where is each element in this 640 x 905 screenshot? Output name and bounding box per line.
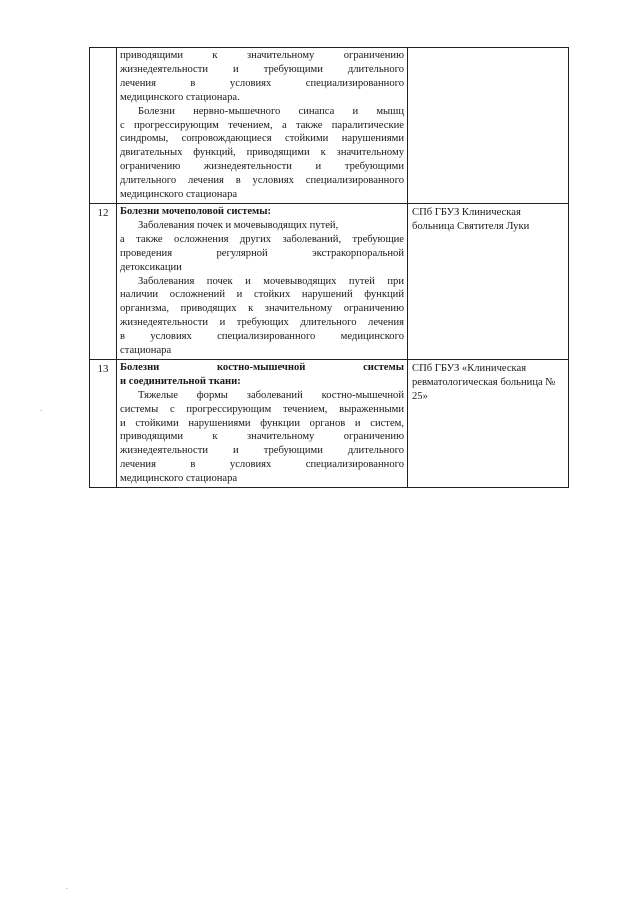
description-line: медицинского стационара — [120, 189, 238, 201]
document-table — [89, 47, 569, 488]
section-heading-line: Болезни мочеполовой системы: — [120, 205, 272, 217]
description-line: наличии осложнений и стойких нарушений функций — [120, 289, 404, 301]
description-line: двигательных функций, приводящими к значительному — [120, 147, 404, 159]
disease-description-cell — [117, 203, 408, 359]
hospital-cell — [408, 203, 569, 359]
description-line: Заболевания почек и мочевыводящих путей при — [138, 275, 404, 287]
description-line: Заболевания почек и мочевыводящих путей, — [138, 219, 339, 231]
table-row — [90, 203, 569, 359]
row-number-cell — [90, 48, 117, 204]
description-line: жизнедеятельности и требующими длительного — [120, 445, 404, 457]
hospital-name: СПб ГБУЗ «Клиническая ревматологическая больница № 25» — [412, 362, 556, 402]
table-body — [90, 48, 569, 488]
table-row — [90, 359, 569, 487]
description-line: медицинского стационара — [120, 473, 238, 485]
margin-mark: . — [66, 882, 68, 891]
description-line: медицинского стационара. — [120, 91, 240, 103]
section-heading-line: Болезни костно-мышечной системы — [120, 361, 404, 373]
description-line: Болезни нервно-мышечного синапса и мышц — [138, 105, 404, 117]
description-line: и стойкими нарушениями функции органов и систем, — [120, 417, 404, 429]
row-number-cell — [90, 359, 117, 487]
description-line: приводящими к значительному ограничению — [120, 431, 404, 443]
description-line: жизнедеятельности и требующих длительного лечения — [120, 317, 404, 329]
description-line: с прогрессирующим течением, а также паралитические — [120, 119, 404, 131]
description-line: стационара — [120, 345, 172, 357]
hospital-cell — [408, 48, 569, 204]
row-number: 12 — [97, 206, 109, 219]
description-line: синдромы, сопровождающиеся стойкими нарушениями — [120, 133, 404, 145]
row-number: 13 — [97, 362, 109, 375]
description-line: в условиях специализированного медицинского — [120, 331, 404, 343]
description-line: приводящими к значительному ограничению — [120, 50, 404, 61]
section-heading-line: и соединительной ткани: — [120, 375, 241, 387]
hospital-name: СПб ГБУЗ Клиническая больница Святителя Луки — [412, 206, 530, 232]
description-line: ограничению жизнедеятельности и требующими — [120, 161, 404, 173]
hospital-name — [408, 48, 568, 52]
description-line: лечения в условиях специализированного — [120, 459, 404, 471]
description-line: а также осложнения других заболеваний, требующие — [120, 233, 404, 245]
margin-mark: . — [40, 404, 42, 413]
description-line: Тяжелые формы заболеваний костно-мышечной — [138, 389, 404, 401]
row-number-cell — [90, 203, 117, 359]
description-line: проведения регулярной экстракорпоральной — [120, 247, 404, 259]
description-line: длительного лечения в условиях специализированного — [120, 175, 404, 187]
description-line: жизнедеятельности и требующими длительного — [120, 63, 404, 75]
description-line: лечения в условиях специализированного — [120, 77, 404, 89]
table-row — [90, 48, 569, 204]
disease-description-cell — [117, 359, 408, 487]
disease-description-cell — [117, 48, 408, 204]
description-line: детоксикации — [120, 261, 182, 273]
description-line: системы с прогрессирующим течением, выраженными — [120, 403, 404, 415]
hospital-cell — [408, 359, 569, 487]
description-line: организма, приводящих к значительному ограничению — [120, 303, 404, 315]
